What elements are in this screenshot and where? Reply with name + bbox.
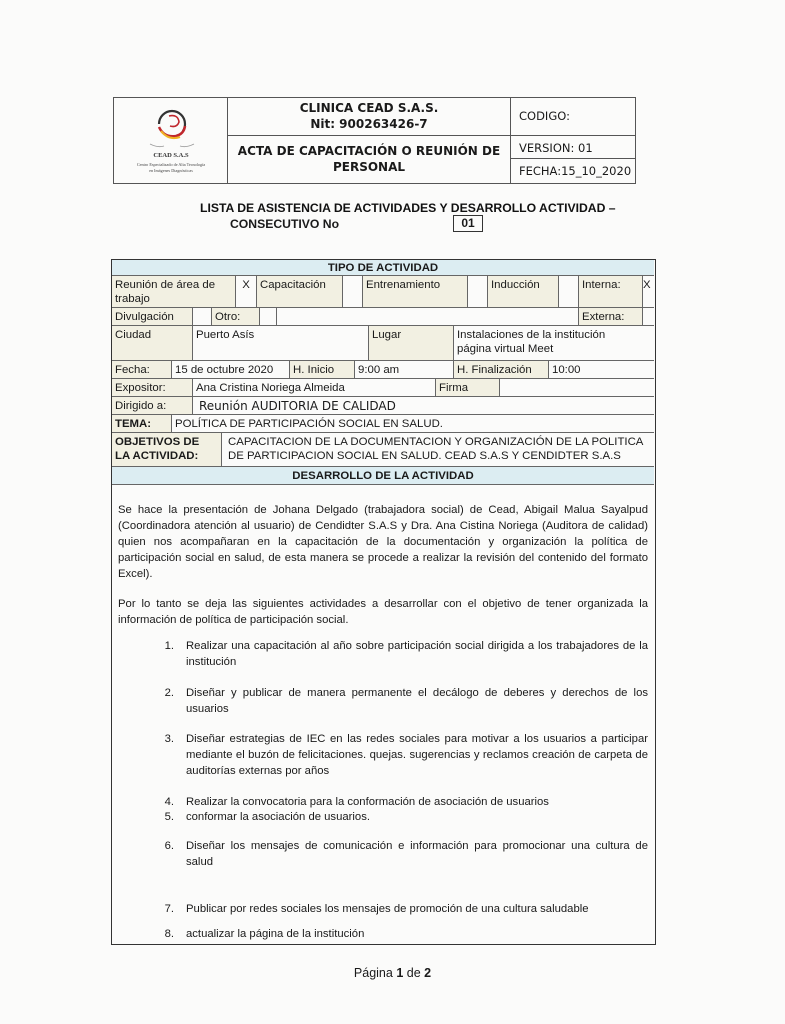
codigo-field: CODIGO: — [511, 98, 635, 136]
h-inicio-value: 9:00 am — [355, 361, 454, 379]
objetivos-label: OBJETIVOS DE LA ACTIVIDAD: — [112, 433, 222, 467]
activity-table — [111, 259, 656, 945]
version-field: VERSION: 01 — [511, 136, 635, 159]
list-item-number: 3. — [164, 733, 174, 745]
company-cell — [228, 98, 511, 136]
logo-subtitle — [114, 162, 228, 174]
doc-title-cell — [228, 136, 511, 183]
tema-label: TEMA: — [112, 415, 172, 433]
logo-subtitle-line1: Centro Especializado de Alta Tecnología — [136, 162, 206, 167]
page-number-prefix: Página — [353, 966, 397, 980]
otro-value-field[interactable] — [277, 308, 579, 326]
otro-label: Otro: — [212, 308, 260, 326]
entrenamiento-label: Entrenamiento — [363, 276, 468, 308]
list-item-text: Realizar la convocatoria para la conformación de asociación de usuarios — [186, 796, 549, 808]
desarrollo-paragraph-2: Por lo tanto se deja las siguientes actividades a desarrollar con el objetivo de tener organizada la información de política de participación social. — [118, 598, 648, 626]
list-item — [160, 731, 648, 779]
page-number-middle: de — [403, 966, 425, 980]
list-item — [160, 926, 648, 942]
doc-title-line2: PERSONAL — [332, 160, 406, 174]
h-fin-label: H. Finalización — [454, 361, 549, 379]
page-number — [0, 966, 785, 980]
list-item — [160, 901, 648, 917]
list-item — [160, 638, 648, 670]
list-item-text: Diseñar estrategias de IEC en las redes sociales para motivar a los usuarios a participar mediante el buzón de felicitaciones. quejas. sugerencias y reclamos creación de carpeta de auditorías externas por años — [186, 733, 648, 777]
interna-label: Interna: — [579, 276, 643, 308]
logo-subtitle-line2: en Imágenes Diagnósticas — [149, 168, 193, 173]
induccion-checkbox[interactable] — [559, 276, 579, 308]
externa-label: Externa: — [579, 308, 643, 326]
list-item — [160, 685, 648, 717]
expositor-label: Expositor: — [112, 379, 193, 397]
fecha-field: FECHA:15_10_2020 — [519, 164, 632, 178]
capacitacion-label: Capacitación — [257, 276, 343, 308]
cead-logo-icon — [114, 98, 228, 153]
consecutivo-number: 01 — [453, 215, 483, 232]
ciudad-label: Ciudad — [112, 326, 193, 361]
reunion-area-label: Reunión de área de trabajo — [112, 276, 236, 308]
expositor-value: Ana Cristina Noriega Almeida — [193, 379, 436, 397]
entrenamiento-checkbox[interactable] — [468, 276, 488, 308]
lugar-label: Lugar — [369, 326, 454, 361]
list-item-number: 6. — [164, 840, 174, 852]
induccion-label: Inducción — [488, 276, 559, 308]
ciudad-value: Puerto Asís — [193, 326, 369, 361]
list-item — [160, 838, 648, 870]
list-item-text: conformar la asociación de usuarios. — [186, 811, 370, 823]
company-name: CLINICA CEAD S.A.S. — [299, 101, 439, 115]
list-item-text: Diseñar y publicar de manera permanente el decálogo de deberes y derechos de los usuarios — [186, 687, 648, 715]
capacitacion-checkbox[interactable] — [343, 276, 363, 308]
list-item — [160, 794, 648, 810]
h-inicio-label: H. Inicio — [290, 361, 355, 379]
list-item-number: 2. — [164, 687, 174, 699]
interna-checkbox[interactable]: X — [643, 276, 654, 308]
dirigido-value: Reunión AUDITORIA DE CALIDAD — [193, 397, 654, 415]
document-header — [113, 97, 636, 184]
dirigido-label: Dirigido a: — [112, 397, 193, 415]
page-total: 2 — [424, 966, 432, 980]
list-item-text: actualizar la página de la institución — [186, 928, 365, 940]
company-nit: Nit: 900263426-7 — [310, 117, 428, 131]
divulgacion-label: Divulgación — [112, 308, 193, 326]
otro-checkbox[interactable] — [260, 308, 277, 326]
reunion-area-checkbox[interactable]: X — [236, 276, 257, 308]
list-item-number: 7. — [164, 903, 174, 915]
list-title: LISTA DE ASISTENCIA DE ACTIVIDADES Y DESARROLLO ACTIVIDAD – — [200, 201, 616, 215]
firma-field[interactable] — [500, 379, 654, 397]
h-fin-value: 10:00 — [549, 361, 654, 379]
page-current: 1 — [396, 966, 404, 980]
list-item-number: 5. — [164, 811, 174, 823]
consecutivo-label: CONSECUTIVO No — [230, 217, 340, 231]
list-item-text: Diseñar los mensajes de comunicación e información para promocionar una cultura de salud — [186, 840, 648, 868]
list-item-number: 8. — [164, 928, 174, 940]
tipo-actividad-header: TIPO DE ACTIVIDAD — [112, 260, 654, 276]
fecha-value: 15 de octubre 2020 — [172, 361, 290, 379]
fecha-label: Fecha: — [112, 361, 172, 379]
divulgacion-checkbox[interactable] — [193, 308, 212, 326]
desarrollo-body — [112, 485, 654, 943]
lugar-value: Instalaciones de la institución página virtual Meet — [454, 326, 654, 361]
objetivos-value: CAPACITACION DE LA DOCUMENTACION Y ORGANIZACIÓN DE LA POLITICA DE PARTICIPACION SOCIAL EN SALUD. CEAD S.A.S Y CENDIDTER S.A.S — [222, 433, 654, 467]
tema-value: POLÍTICA DE PARTICIPACIÓN SOCIAL EN SALUD. — [172, 415, 654, 433]
list-item — [160, 809, 648, 825]
externa-checkbox[interactable] — [643, 308, 654, 326]
desarrollo-paragraph-1: Se hace la presentación de Johana Delgado (trabajadora social) de Cead, Abigail Malua Sayalpud (Coordinadora atención al usuario) de Cendidter S.A.S y Dra. Ana Cistina Noriega (Auditora de calidad) quien nos acompañaran en la capacitación de la documentación y organización la política de participación social en salud, de esta manera se procede a realizar la revisión del contenido del formato Excel). — [118, 504, 648, 580]
logo-cell — [114, 98, 228, 183]
list-item-text: Publicar por redes sociales los mensajes de promoción de una cultura saludable — [186, 903, 589, 915]
desarrollo-header: DESARROLLO DE LA ACTIVIDAD — [112, 467, 654, 485]
logo-name: CEAD S.A.S — [153, 152, 189, 159]
firma-label: Firma — [436, 379, 500, 397]
list-item-text: Realizar una capacitación al año sobre participación social dirigida a los trabajadores de la institución — [186, 640, 648, 668]
list-item-number: 4. — [164, 796, 174, 808]
list-item-number: 1. — [164, 640, 174, 652]
doc-title-line1: ACTA DE CAPACITACIÓN O REUNIÓN DE — [237, 144, 501, 158]
